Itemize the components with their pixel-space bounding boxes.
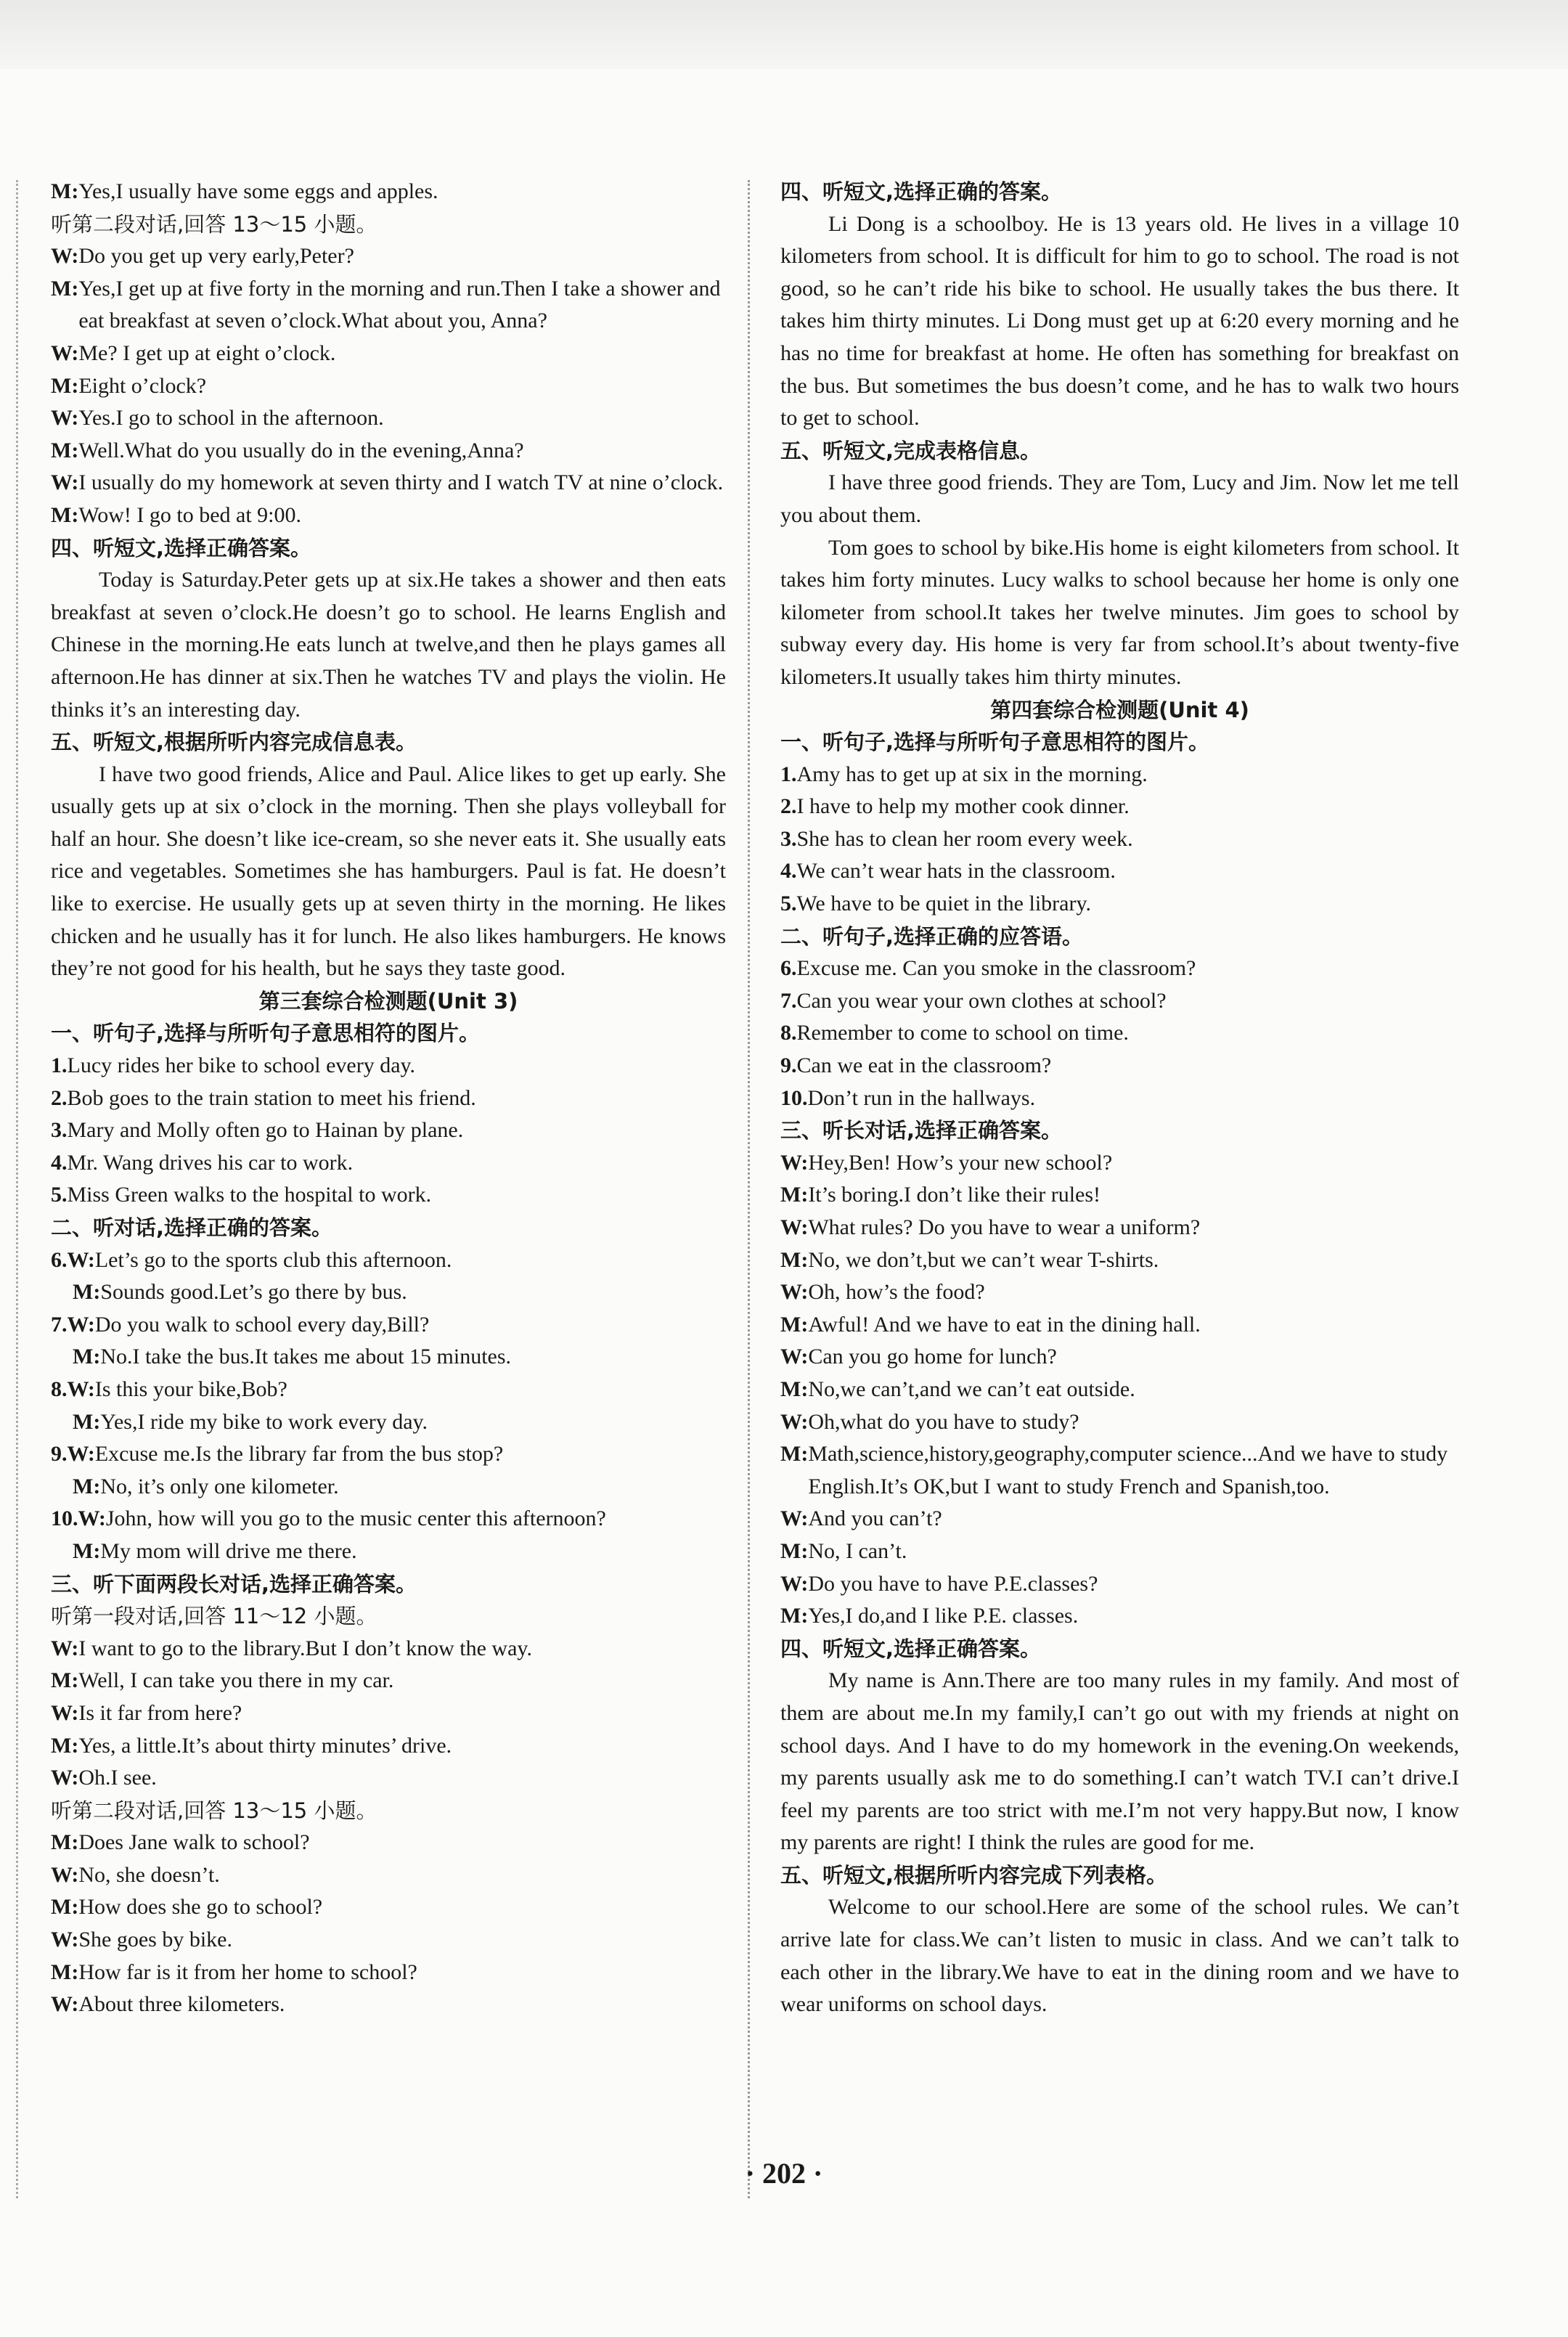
sentence-text: Excuse me. Can you smoke in the classroom? <box>796 956 1196 981</box>
numbered-sentence <box>51 1114 726 1147</box>
speaker-label: W: <box>780 1215 809 1239</box>
dialogue-text: Excuse me.Is the library far from the bus stop? <box>94 1442 504 1467</box>
speaker-label: W: <box>780 1345 809 1369</box>
numbered-sentence <box>780 823 1459 856</box>
dialogue-line <box>51 1859 726 1892</box>
dialogue-line <box>780 1179 1459 1212</box>
dialogue-text: Sounds good.Let’s go there by bus. <box>100 1280 407 1305</box>
dialogue-text: Wow! I go to bed at 9:00. <box>78 502 302 527</box>
section-heading: 五、听短文,根据所听内容完成下列表格。 <box>780 1862 1168 1888</box>
item-number: 9. <box>780 1053 797 1078</box>
item-number: 4. <box>51 1150 68 1175</box>
dialogue-text: What rules? Do you have to wear a uniform? <box>808 1215 1201 1239</box>
sentence-text: Can you wear your own clothes at school? <box>796 988 1167 1013</box>
dialogue-line <box>51 240 726 273</box>
dialogue-text: Math,science,history,geography,computer science...And we have to study English.It’s OK,but I want to study French and Spanish,too. <box>808 1442 1448 1498</box>
dialogue-text: Oh,what do you have to study? <box>808 1409 1079 1434</box>
scan-top-band <box>0 0 1568 69</box>
dialogue-text: Hey,Ben! How’s your new school? <box>808 1150 1113 1175</box>
dialogue-line <box>51 273 726 338</box>
dialogue-line <box>51 176 726 208</box>
dialogue-text: No, we don’t,but we can’t wear T-shirts. <box>808 1247 1159 1272</box>
dialogue-line <box>780 1212 1459 1244</box>
section-heading: 二、听句子,选择正确的应答语。 <box>780 923 1084 949</box>
dialogue-line <box>51 1341 726 1374</box>
section-heading: 三、听下面两段长对话,选择正确答案。 <box>51 1571 417 1596</box>
numbered-sentence <box>780 888 1459 921</box>
dialogue-line <box>780 1341 1459 1374</box>
dialogue-text: I want to go to the library.But I don’t know the way. <box>78 1636 532 1660</box>
sub-instruction: 听第一段对话,回答 11～12 小题。 <box>51 1604 377 1629</box>
speaker-label: M: <box>780 1312 809 1337</box>
dialogue-line <box>780 1600 1459 1633</box>
section-heading: 五、听短文,根据所听内容完成信息表。 <box>51 730 417 755</box>
numbered-sentence <box>780 985 1459 1018</box>
speaker-label: W: <box>51 1700 79 1725</box>
item-number: 1. <box>51 1053 68 1078</box>
sentence-text: Bob goes to the train station to meet his friend. <box>67 1085 476 1110</box>
dialogue-text: Oh, how’s the food? <box>808 1280 985 1305</box>
sentence-text: Mr. Wang drives his car to work. <box>67 1150 354 1175</box>
dialogue-text: Awful! And we have to eat in the dining hall. <box>808 1312 1201 1337</box>
dialogue-text: Yes,I usually have some eggs and apples. <box>78 179 438 203</box>
dialogue-line <box>51 1957 726 1989</box>
dialogue-line <box>51 1244 726 1277</box>
dialogue-line <box>780 1438 1459 1503</box>
passage-paragraph: My name is Ann.There are too many rules in my family. And most of them are about me.In my family,I can’t go out with my friends at night on school days. And I have to do my homework in the evening.On weekends, my parents usually ask me to do something.I can’t watch TV.I can’t drive.I feel my parents are too strict with me.I’m not very happy.But now, I know my parents are right! I think the rules are good for me. <box>780 1668 1459 1855</box>
section-heading: 一、听句子,选择与所听句子意思相符的图片。 <box>51 1021 481 1046</box>
numbered-sentence <box>780 953 1459 985</box>
dialogue-text: Does Jane walk to school? <box>78 1830 310 1855</box>
item-number: 7. <box>780 988 797 1013</box>
speaker-label: M: <box>73 1345 101 1369</box>
speaker-label: M: <box>780 1604 809 1628</box>
dialogue-text: Yes, a little.It’s about thirty minutes’ drive. <box>78 1733 452 1758</box>
dialogue-text: It’s boring.I don’t like their rules! <box>808 1183 1101 1207</box>
dialogue-line <box>780 1309 1459 1342</box>
item-number: 5. <box>51 1183 68 1207</box>
dialogue-text: Yes,I do,and I like P.E. classes. <box>808 1604 1079 1628</box>
dialogue-text: Can you go home for lunch? <box>808 1345 1057 1369</box>
sentence-text: Can we eat in the classroom? <box>796 1053 1052 1078</box>
speaker-label: M: <box>51 1959 79 1984</box>
section-heading: 五、听短文,完成表格信息。 <box>780 438 1042 463</box>
dialogue-line <box>780 1244 1459 1277</box>
dialogue-text: Let’s go to the sports club this afternoon. <box>94 1247 452 1272</box>
passage-paragraph: Tom goes to school by bike.His home is eight kilometers from school. It takes him forty minutes. Lucy walks to school because her home is only one kilometer from school.It takes her twelve minutes. Jim goes to school by subway every day. His home is very far from school.It’s about twenty-five kilometers.It usually takes him thirty minutes. <box>780 535 1459 689</box>
passage-paragraph: I have three good friends. They are Tom, Lucy and Jim. Now let me tell you about them. <box>780 470 1459 527</box>
speaker-label: M: <box>51 1733 79 1758</box>
speaker-label: M: <box>51 373 79 398</box>
dialogue-text: Well.What do you usually do in the evening,Anna? <box>78 438 524 462</box>
dialogue-line <box>780 1503 1459 1535</box>
speaker-label: M: <box>51 1895 79 1920</box>
dialogue-text: Do you walk to school every day,Bill? <box>94 1312 430 1337</box>
speaker-label: 8.W: <box>51 1376 95 1401</box>
numbered-sentence <box>780 759 1459 791</box>
item-number: 10. <box>780 1085 808 1110</box>
speaker-label: M: <box>780 1183 809 1207</box>
numbered-sentence <box>51 1179 726 1212</box>
dialogue-line <box>780 1276 1459 1309</box>
item-number: 2. <box>51 1085 68 1110</box>
section-heading: 三、听长对话,选择正确答案。 <box>780 1118 1063 1143</box>
dialogue-line <box>51 1309 726 1342</box>
speaker-label: W: <box>780 1280 809 1305</box>
speaker-label: M: <box>51 276 79 301</box>
section-heading: 四、听短文,选择正确答案。 <box>780 1636 1042 1661</box>
passage-paragraph: I have two good friends, Alice and Paul. Alice likes to get up early. She usually gets up at six o’clock in the morning. Then she plays volleyball for half an hour. She doesn’t like ice-cream, so she never eats it. She usually eats rice and vegetables. Sometimes she has hamburgers. Paul is fat. He doesn’t like to exercise. He usually gets up at seven thirty in the morning. He likes chicken and he usually has it for lunch. He also likes hamburgers. He knows they’re not good for his health, but he says they taste good. <box>51 762 726 981</box>
sentence-text: We can’t wear hats in the classroom. <box>796 859 1116 884</box>
sentence-text: I have to help my mother cook dinner. <box>796 794 1130 819</box>
numbered-sentence <box>780 1050 1459 1082</box>
dialogue-text: Yes,I ride my bike to work every day. <box>100 1409 428 1434</box>
item-number: 5. <box>780 892 797 916</box>
dialogue-line <box>51 1374 726 1406</box>
sentence-text: Mary and Molly often go to Hainan by plane. <box>67 1118 464 1143</box>
dialogue-line <box>51 370 726 403</box>
speaker-label: W: <box>51 244 79 269</box>
dialogue-line <box>51 402 726 435</box>
dialogue-line <box>51 499 726 532</box>
speaker-label: W: <box>780 1506 809 1531</box>
speaker-label: M: <box>73 1474 101 1498</box>
dialogue-text: She goes by bike. <box>78 1928 232 1952</box>
speaker-label: W: <box>51 1766 79 1790</box>
item-number: 4. <box>780 859 797 884</box>
dialogue-line <box>780 1374 1459 1406</box>
speaker-label: W: <box>780 1150 809 1175</box>
speaker-label: M: <box>73 1409 101 1434</box>
speaker-label: W: <box>51 406 79 431</box>
speaker-label: W: <box>51 1928 79 1952</box>
numbered-sentence <box>780 1017 1459 1050</box>
dialogue-line <box>51 1924 726 1957</box>
left-margin-rule <box>16 180 18 2198</box>
dialogue-line <box>51 1276 726 1309</box>
dialogue-line <box>780 1147 1459 1180</box>
item-number: 2. <box>780 794 797 819</box>
dialogue-line <box>780 1568 1459 1601</box>
section-heading: 四、听短文,选择正确答案。 <box>51 535 312 560</box>
test-title: 第四套综合检测题(Unit 4) <box>990 697 1249 722</box>
section-heading: 四、听短文,选择正确的答案。 <box>780 179 1063 204</box>
dialogue-text: Do you have to have P.E.classes? <box>808 1571 1098 1596</box>
speaker-label: W: <box>51 1636 79 1660</box>
numbered-sentence <box>780 1082 1459 1115</box>
dialogue-line <box>51 1762 726 1795</box>
dialogue-text: My mom will drive me there. <box>100 1538 357 1563</box>
dialogue-text: How far is it from her home to school? <box>78 1959 417 1984</box>
dialogue-text: About three kilometers. <box>78 1992 285 2017</box>
dialogue-line <box>51 1535 726 1568</box>
speaker-label: W: <box>780 1409 809 1434</box>
speaker-label: 9.W: <box>51 1442 95 1467</box>
speaker-label: W: <box>780 1571 809 1596</box>
dialogue-line <box>51 1730 726 1763</box>
dialogue-line <box>51 1503 726 1535</box>
sub-instruction: 听第二段对话,回答 13～15 小题。 <box>51 1798 377 1823</box>
left-column <box>51 176 726 2021</box>
dialogue-line <box>51 1471 726 1504</box>
dialogue-text: Is this your bike,Bob? <box>94 1376 287 1401</box>
item-number: 3. <box>51 1118 68 1143</box>
speaker-label: M: <box>51 1668 79 1693</box>
speaker-label: M: <box>73 1538 101 1563</box>
right-column <box>780 176 1459 2021</box>
numbered-sentence <box>780 855 1459 888</box>
dialogue-text: Well, I can take you there in my car. <box>78 1668 394 1693</box>
dialogue-line <box>780 1406 1459 1439</box>
sentence-text: Don’t run in the hallways. <box>807 1085 1036 1110</box>
column-divider <box>748 180 750 2198</box>
item-number: 8. <box>780 1021 797 1045</box>
dialogue-line <box>780 1535 1459 1568</box>
speaker-label: M: <box>780 1376 809 1401</box>
speaker-label: M: <box>51 438 79 462</box>
sentence-text: Remember to come to school on time. <box>796 1021 1129 1045</box>
speaker-label: W: <box>51 1862 79 1887</box>
dialogue-text: Yes,I get up at five forty in the morning and run.Then I take a shower and eat breakfast at seven o’clock.What about you, Anna? <box>78 276 721 333</box>
speaker-label: 10.W: <box>51 1506 106 1531</box>
item-number: 1. <box>780 762 797 786</box>
dialogue-line <box>51 1633 726 1665</box>
dialogue-text: No,we can’t,and we can’t eat outside. <box>808 1376 1135 1401</box>
dialogue-text: Yes.I go to school in the afternoon. <box>78 406 384 431</box>
sub-instruction: 听第二段对话,回答 13～15 小题。 <box>51 211 377 237</box>
speaker-label: M: <box>780 1247 809 1272</box>
dialogue-text: And you can’t? <box>808 1506 942 1531</box>
passage-paragraph: Welcome to our school.Here are some of the school rules. We can’t arrive late for class.We can’t listen to music in class. And we can’t talk to each other in the library.We have to eat in the dining room and we have to wear uniforms on school days. <box>780 1895 1459 2017</box>
dialogue-text: No.I take the bus.It takes me about 15 minutes. <box>100 1345 512 1369</box>
speaker-label: W: <box>51 470 79 495</box>
dialogue-text: Eight o’clock? <box>78 373 207 398</box>
dialogue-line <box>51 338 726 370</box>
page-number: · 202 · <box>745 2157 823 2190</box>
dialogue-text: How does she go to school? <box>78 1895 323 1920</box>
sentence-text: She has to clean her room every week. <box>796 826 1133 851</box>
dialogue-line <box>51 1665 726 1697</box>
passage-paragraph: Li Dong is a schoolboy. He is 13 years old. He lives in a village 10 kilometers from school. It is difficult for him to go to school. The road is not good, so he can’t ride his bike to school. He usually takes the bus there. It takes him thirty minutes. Li Dong must get up at 6:20 every morning and he has no time for breakfast at home. He often has something for breakfast on the bus. But sometimes the bus doesn’t come, and he has to walk two hours to get to school. <box>780 211 1459 431</box>
dialogue-line <box>51 1406 726 1439</box>
numbered-sentence <box>51 1082 726 1115</box>
item-number: 3. <box>780 826 797 851</box>
speaker-label: 6.W: <box>51 1247 95 1272</box>
dialogue-text: No, it’s only one kilometer. <box>100 1474 339 1498</box>
dialogue-line <box>51 435 726 468</box>
sentence-text: Amy has to get up at six in the morning. <box>796 762 1148 786</box>
sentence-text: Miss Green walks to the hospital to work. <box>67 1183 432 1207</box>
dialogue-line <box>51 1827 726 1859</box>
dialogue-line <box>51 1891 726 1924</box>
dialogue-text: Me? I get up at eight o’clock. <box>78 340 336 365</box>
speaker-label: M: <box>51 1830 79 1855</box>
speaker-label: M: <box>780 1538 809 1563</box>
speaker-label: W: <box>51 340 79 365</box>
dialogue-line <box>51 467 726 499</box>
speaker-label: W: <box>51 1992 79 2017</box>
dialogue-text: Oh.I see. <box>78 1766 157 1790</box>
numbered-sentence <box>780 791 1459 823</box>
dialogue-line <box>51 1697 726 1730</box>
dialogue-text: Is it far from here? <box>78 1700 242 1725</box>
speaker-label: M: <box>73 1280 101 1305</box>
numbered-sentence <box>51 1050 726 1082</box>
dialogue-line <box>51 1438 726 1471</box>
test-title: 第三套综合检测题(Unit 3) <box>258 988 518 1013</box>
passage-paragraph: Today is Saturday.Peter gets up at six.He takes a shower and then eats breakfast at seven o’clock.He doesn’t go to school. He learns English and Chinese in the morning.He eats lunch at twelve,and then he plays games all afternoon.He has dinner at six.Then he watches TV and plays the violin. He thinks it’s an interesting day. <box>51 568 726 722</box>
item-number: 6. <box>780 956 797 981</box>
speaker-label: M: <box>51 179 79 203</box>
section-heading: 二、听对话,选择正确的答案。 <box>51 1215 333 1240</box>
dialogue-text: No, I can’t. <box>808 1538 907 1563</box>
speaker-label: M: <box>51 502 79 527</box>
sentence-text: We have to be quiet in the library. <box>796 892 1091 916</box>
speaker-label: M: <box>780 1442 809 1467</box>
dialogue-text: Do you get up very early,Peter? <box>78 244 354 269</box>
dialogue-text: I usually do my homework at seven thirty and I watch TV at nine o’clock. <box>78 470 724 495</box>
sentence-text: Lucy rides her bike to school every day. <box>67 1053 416 1078</box>
dialogue-text: No, she doesn’t. <box>78 1862 220 1887</box>
dialogue-text: John, how will you go to the music center this afternoon? <box>105 1506 606 1531</box>
speaker-label: 7.W: <box>51 1312 95 1337</box>
dialogue-line <box>51 1989 726 2021</box>
section-heading: 一、听句子,选择与所听句子意思相符的图片。 <box>780 730 1210 755</box>
numbered-sentence <box>51 1147 726 1180</box>
